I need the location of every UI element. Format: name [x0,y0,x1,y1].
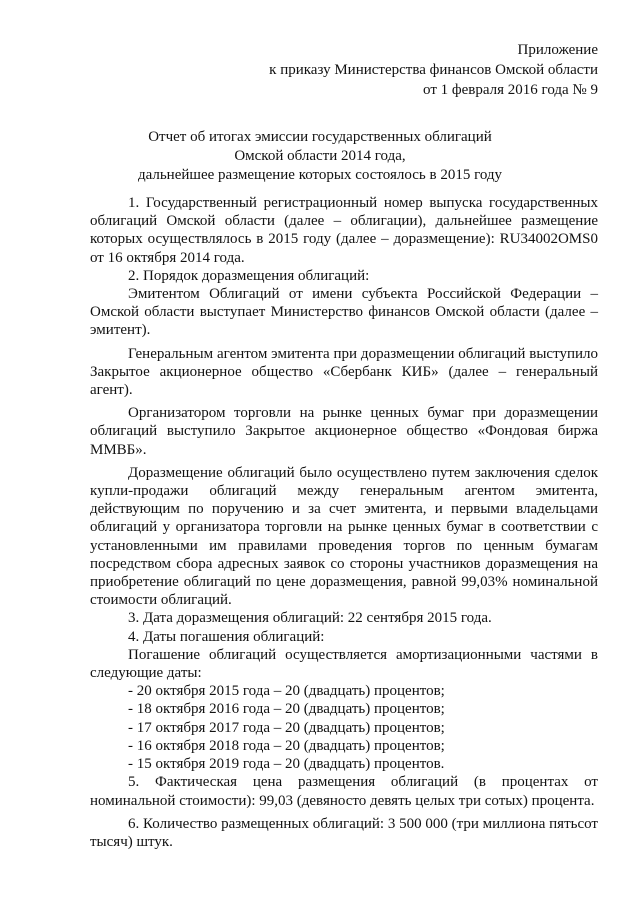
maturity-date-item: - 18 октября 2016 года – 20 (двадцать) процентов; [128,701,445,718]
section-2-issuer: Эмитентом Облигаций от имени субъекта Российской Федерации – Омской области выступает Министерство финансов Омской области (далее – эмитент). [90,286,598,339]
approval-block [269,40,598,100]
section-2-procedure: Доразмещение облигаций было осуществлено путем заключения сделок купли-продажи облигаций между генеральным агентом эмитента, действующим по поручению и за счет эмитента, и первыми владельцами облигаций у организатора торговли на рынке ценных бумаг в соответствии с установленными им правилами проведения торгов по ценным бумагам посредством сбора адресных заявок со стороны участников доразмещения на приобретение облигаций по цене доразмещения, равной 99,03% номинальной стоимости облигаций. [90,464,598,609]
maturity-date-item: - 15 октября 2019 года – 20 (двадцать) процентов. [128,756,445,773]
section-4-heading: 4. Даты погашения облигаций: [128,628,325,645]
approval-line-2: к приказу Министерства финансов Омской области [269,62,598,78]
section-2-heading: 2. Порядок доразмещения облигаций: [128,267,370,284]
section-3-placement-date: 3. Дата доразмещения облигаций: 22 сентября 2015 года. [128,610,492,627]
section-5-actual-price: 5. Фактическая цена размещения облигаций (в процентах от номинальной стоимости): 99,03 (девяносто девять целых три сотых) процента. [90,774,598,809]
approval-line-3: от 1 февраля 2016 года № 9 [423,82,598,98]
section-1-registration-number: 1. Государственный регистрационный номер выпуска государственных облигаций Омской области (далее – облигации), дальнейшее размещение которых осуществлялось в 2015 году (далее – доразмещение): RU34002OMS0 от 16 октября 2014 года. [90,195,598,266]
section-2-general-agent: Генеральным агентом эмитента при доразмещении облигаций выступило Закрытое акционерное общество «Сбербанк КИБ» (далее – генеральный агент). [90,345,598,399]
section-6-quantity: 6. Количество размещенных облигаций: 3 500 000 (три миллиона пятьсот тысяч) штук. [90,815,598,850]
title-line-2: Омской области 2014 года, [234,148,406,164]
title-line-3: дальнейшее размещение которых состоялось в 2015 году [137,167,503,183]
maturity-date-item: - 20 октября 2015 года – 20 (двадцать) процентов; [128,683,445,700]
document-title [0,128,640,185]
maturity-date-item: - 16 октября 2018 года – 20 (двадцать) процентов; [128,737,445,754]
section-4-intro: Погашение облигаций осуществляется амортизационными частями в следующие даты: [90,646,598,682]
maturity-date-item: - 17 октября 2017 года – 20 (двадцать) процентов; [128,719,445,736]
document-body [90,194,598,851]
section-2-trade-organizer: Организатором торговли на рынке ценных бумаг при доразмещении облигаций выступило Закрытое акционерное общество «Фондовая биржа ММВБ». [90,405,598,458]
title-line-1: Отчет об итогах эмиссии государственных облигаций [148,129,492,145]
approval-line-1: Приложение [517,42,598,58]
